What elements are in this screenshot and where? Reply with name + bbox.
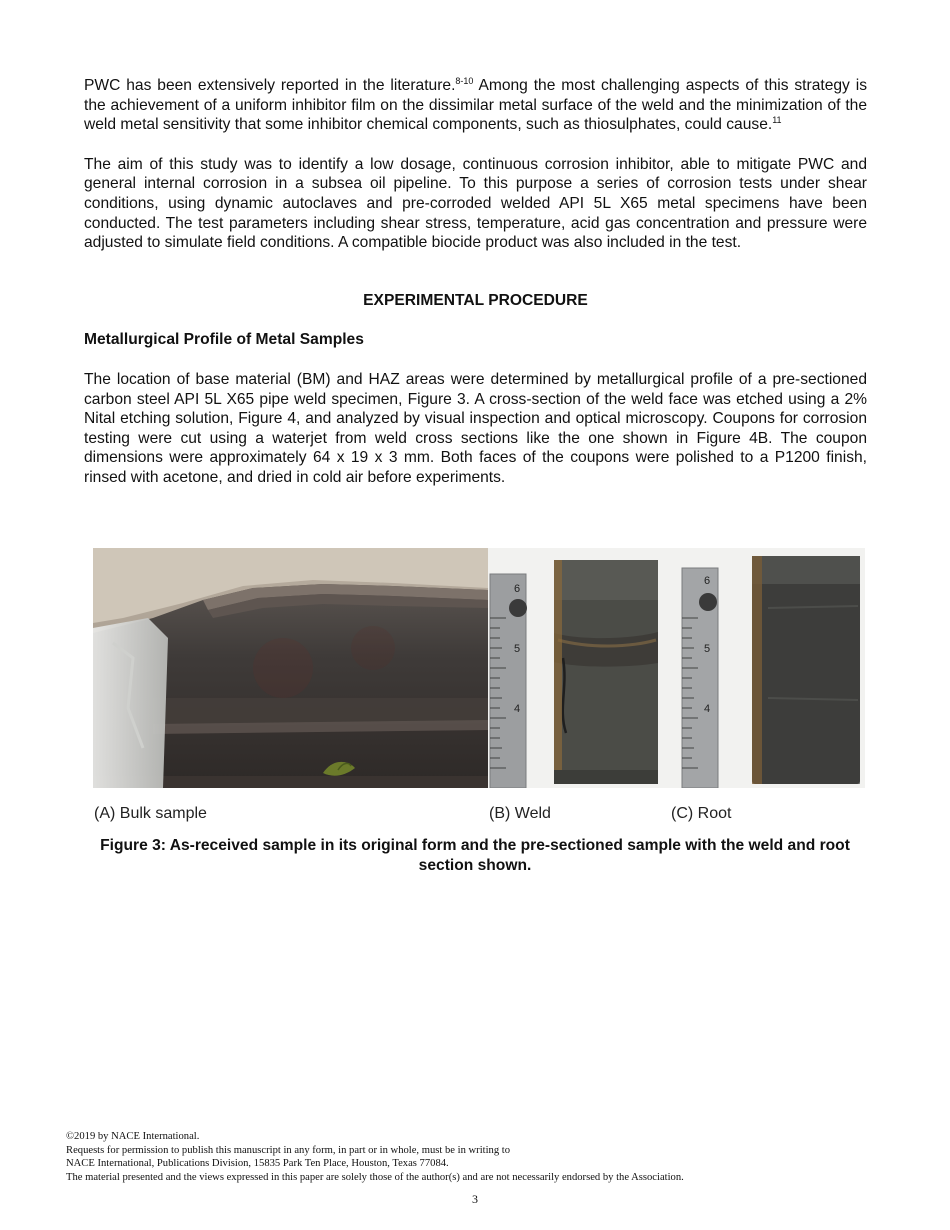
ruler-mark-label: 4 [704, 703, 711, 715]
paragraph-text: Among the most challenging aspects of this strategy is the achievement of a uniform inhibitor film on the dissimilar metal surface of the weld and the minimization of the weld metal sensitivity that some inhibitor chemical components, such as thiosulphates, could cause. [84, 77, 867, 134]
footer-line: NACE International, Publications Division, 15835 Park Ten Place, Houston, Texas 77084. [66, 1158, 449, 1170]
ruler-mark-label: 4 [514, 703, 521, 715]
ruler-mark-label: 5 [514, 643, 521, 655]
paragraph-metallurgical-profile: The location of base material (BM) and HAZ areas were determined by metallurgical profile of a pre-sectioned carbon steel API 5L X65 pipe weld specimen, Figure 3. A cross-section of the weld face was etched using a 2% Nital etching solution, Figure 4, and analyzed by visual inspection and optical microscopy. Coupons for corrosion testing were cut using a waterjet from weld cross sections like the one shown in Figure 4B. The coupon dimensions were approximately 64 x 19 x 3 mm. Both faces of the coupons were polished to a P1200 finish, rinsed with acetone, and dried in cold air before experiments. [84, 370, 867, 486]
copyright-footer [66, 1130, 866, 1184]
paper-body [84, 76, 867, 488]
root-section-photo [668, 548, 865, 788]
bulk-sample-photo [93, 548, 488, 788]
paragraph-pwc-literature [84, 76, 867, 135]
figure-label-root: (C) Root [671, 805, 732, 822]
page-number: 3 [472, 1192, 478, 1206]
figure-label-bulk-sample: (A) Bulk sample [94, 805, 207, 822]
footer-line: The material presented and the views expressed in this paper are solely those of the author(s) and are not necessarily endorsed by the Association. [66, 1171, 684, 1183]
section-heading: EXPERIMENTAL PROCEDURE [363, 291, 588, 309]
figure-caption: Figure 3: As-received sample in its original form and the pre-sectioned sample with the weld and root section shown. [100, 837, 850, 874]
ruler-mark-label: 6 [704, 575, 711, 587]
footer-line: ©2019 by NACE International. [66, 1131, 200, 1142]
paragraph-study-aim: The aim of this study was to identify a low dosage, continuous corrosion inhibitor, able to mitigate PWC and general internal corrosion in a subsea oil pipeline. To this purpose a series of corrosion tests under shear conditions, using dynamic autoclaves and pre-corroded welded API 5L X65 metal specimens have been conducted. The test parameters including shear stress, temperature, acid gas concentration and pressure were adjusted to simulate field conditions. A compatible biocide product was also included in the test. [84, 155, 867, 252]
citation-ref: 8-10 [455, 75, 474, 86]
footer-line: Requests for permission to publish this manuscript in any form, in part or in whole, must be in writing to [66, 1144, 511, 1156]
subsection-heading: Metallurgical Profile of Metal Samples [84, 331, 364, 349]
citation-ref: 11 [772, 115, 782, 125]
figure-3-photos [93, 548, 865, 788]
paragraph-text: PWC has been extensively reported in the literature. [84, 77, 456, 94]
weld-section-photo [488, 548, 668, 788]
ruler-mark-label: 5 [704, 643, 711, 655]
figure-label-weld: (B) Weld [489, 805, 551, 822]
ruler-mark-label: 6 [514, 583, 521, 595]
